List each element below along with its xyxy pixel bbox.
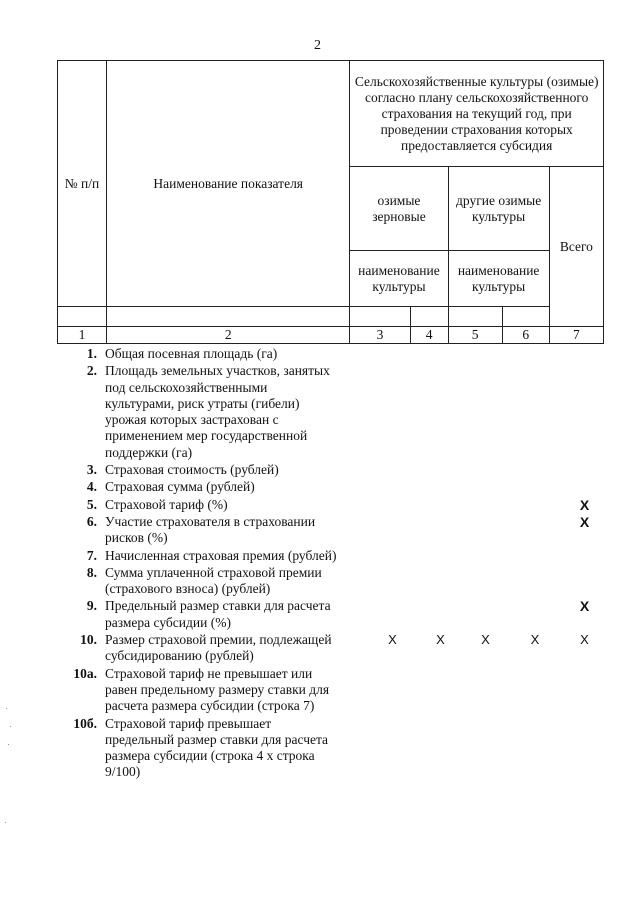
row-indicator-name: Начисленная страховая премия (рублей) [105,547,337,563]
header-name-cell [107,61,350,307]
row-cell-c7 [558,666,611,715]
row-cell-c5 [459,514,512,547]
row-cell-c3 [363,716,422,781]
row-cell-c3 [363,548,422,564]
scan-speck [10,726,11,727]
col-number-6: 6 [502,327,549,344]
row-cell-c5 [459,479,512,495]
row-cell-c7 [558,548,611,564]
row-cell-c6 [512,346,558,362]
header-name-label-1-cell [350,251,448,307]
header-total: Всего [559,238,593,254]
row-indicator-name: Размер страховой премии, подлежащей субсидированию (рублей) [105,632,332,664]
row-number: 10б. [73,715,97,731]
row-cell-c3 [363,598,422,631]
header-other-winter-cell [448,167,549,251]
row-cell-c5: X [481,632,490,648]
row-cell-c7 [558,363,611,461]
header-winter-grain: озимые зерновые [372,192,426,224]
row-cell-c6 [512,716,558,781]
row-cell-c6 [512,479,558,495]
header-name-label-2: наименование культуры [457,262,540,294]
row-cell-c3 [363,346,422,362]
row-indicator-name: Участие страхователя в страховании рисков (%) [105,513,316,546]
col-number-2: 2 [107,327,350,344]
row-cell-c6 [512,565,558,598]
row-cell-c6 [512,462,558,478]
header-blank-6 [502,307,549,327]
table-row [57,514,604,547]
row-cell-c3 [363,514,422,547]
header-blank-3 [350,307,410,327]
row-cell-c7: X [579,598,590,615]
indicator-rows [57,346,604,782]
row-cell-c7: X [579,513,590,530]
row-cell-c3 [363,666,422,715]
row-indicator-name: Страховая стоимость (рублей) [105,462,279,478]
row-cell-c7 [558,479,611,495]
row-cell-c5 [459,666,512,715]
row-indicator-name: Площадь земельных участков, занятых под сельскохозяйственными культурами, риск утраты (гибели) урожая которых застрахован с применением мер государственной поддержки (га) [105,363,330,460]
row-number: 4. [86,479,97,495]
header-other-winter: другие озимые культуры [456,192,542,224]
row-number: 3. [86,462,97,478]
row-cell-c4 [422,479,459,495]
row-cell-c4 [422,346,459,362]
row-cell-c4 [422,565,459,598]
row-indicator-name: Страховой тариф не превышает или равен предельному размеру ставки для расчета размера субсидии (строка 7) [105,665,330,714]
header-blank-2 [107,307,350,327]
table-row [57,363,604,461]
header-group-cell [350,61,604,167]
row-cell-c7 [558,716,611,781]
row-cell-c3 [363,462,422,478]
row-cell-c5 [459,462,512,478]
col-number-3: 3 [350,327,410,344]
row-number: 1. [86,346,97,361]
row-cell-c5 [459,598,512,631]
row-cell-c6 [512,666,558,715]
header-blank-5 [448,307,502,327]
table-row [57,462,604,478]
table-row [57,479,604,495]
table-row [57,497,604,513]
row-cell-c4 [422,666,459,715]
row-cell-c5 [459,363,512,461]
row-cell-c3 [363,479,422,495]
row-cell-c6 [512,363,558,461]
row-number: 7. [86,547,97,563]
header-winter-grain-cell [350,167,448,251]
table-row [57,598,604,631]
row-cell-c4 [422,497,459,513]
col-number-7: 7 [549,327,603,344]
header-name-label: Наименование показателя [153,175,304,191]
row-number: 5. [86,496,97,512]
table-row [57,548,604,564]
row-cell-c6 [512,514,558,547]
row-number: 8. [86,564,97,580]
row-cell-c3 [363,363,422,461]
row-cell-c5 [459,565,512,598]
page-number: 2 [314,38,321,53]
row-indicator-name: Страховая сумма (рублей) [105,479,255,495]
row-cell-c6: X [530,632,540,648]
row-cell-c5 [459,716,512,781]
row-indicator-name: Сумма уплаченной страховой премии (страхового взноса) (рублей) [105,564,322,597]
row-number: 10а. [73,665,97,681]
header-num-label: № п/п [64,175,100,191]
table-row [57,632,604,665]
row-cell-c7 [558,346,611,362]
row-cell-c4 [422,514,459,547]
row-cell-c4 [422,548,459,564]
header-total-cell [549,167,603,327]
row-cell-c4: X [436,632,445,648]
row-number: 6. [86,513,97,529]
row-cell-c5 [459,497,512,513]
row-cell-c4 [422,363,459,461]
header-group-title: Сельскохозяйственные культуры (озимые) согласно плану сельскохозяйственного страхования на текущий год, при проведении страхования которых предоставляется субсидия [354,73,599,153]
row-cell-c7: X [579,496,590,513]
row-indicator-name: Предельный размер ставки для расчета размера субсидии (%) [105,598,331,630]
scan-speck [6,708,7,709]
header-blank-1 [58,307,107,327]
table-row [57,565,604,598]
col-number-1: 1 [58,327,107,344]
row-cell-c4 [422,598,459,631]
row-cell-c4 [422,716,459,781]
row-indicator-name: Общая посевная площадь (га) [105,346,278,361]
row-cell-c4 [422,462,459,478]
header-table [57,60,604,344]
table-row [57,346,604,362]
header-name-label-2-cell [448,251,549,307]
col-number-5: 5 [448,327,502,344]
row-cell-c6 [512,598,558,631]
row-indicator-name: Страховой тариф (%) [105,496,228,512]
scan-speck [5,822,6,823]
row-cell-c3: X [388,632,397,648]
row-indicator-name: Страховой тариф превышает предельный размер ставки для расчета размера субсидии (строка 4 х строка 9/100) [105,715,329,780]
row-cell-c3 [363,565,422,598]
header-num-cell [58,61,107,307]
row-cell-c7 [558,565,611,598]
header-blank-4 [410,307,448,327]
column-number-row [58,327,604,344]
row-cell-c5 [459,548,512,564]
row-cell-c7: X [580,632,589,648]
row-number: 10. [80,632,97,648]
row-cell-c6 [512,497,558,513]
table-row [57,666,604,715]
row-number: 2. [86,363,97,379]
row-number: 9. [86,598,97,614]
row-cell-c6 [512,548,558,564]
header-name-label-1: наименование культуры [358,262,440,294]
col-number-4: 4 [410,327,448,344]
scan-speck [8,744,9,745]
row-cell-c5 [459,346,512,362]
table-row [57,716,604,781]
row-cell-c3 [363,497,422,513]
row-cell-c7 [558,462,611,478]
